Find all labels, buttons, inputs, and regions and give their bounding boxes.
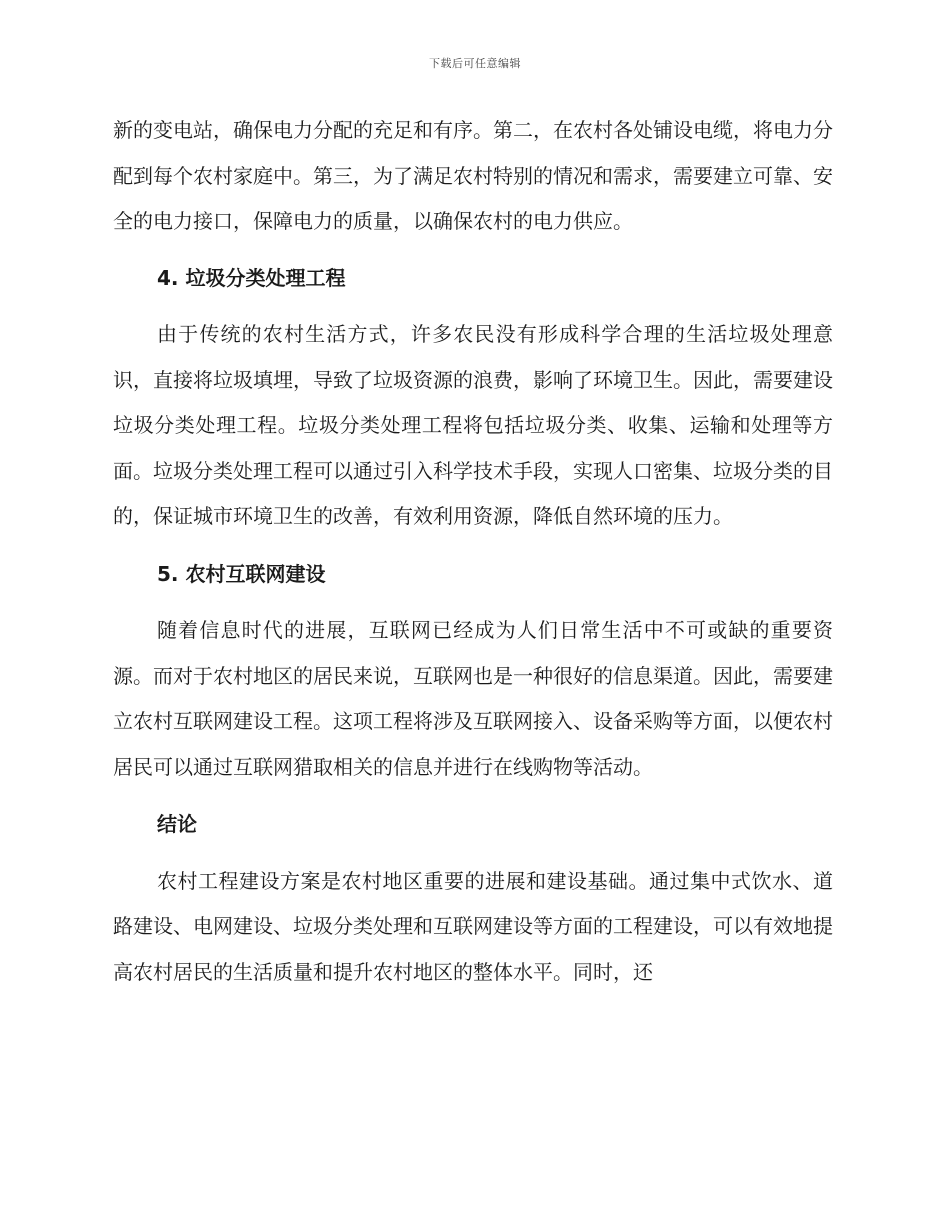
intro-paragraph: 新的变电站，确保电力分配的充足和有序。第二，在农村各处铺设电缆，将电力分配到每个农村家庭中。第三，为了满足农村特别的情况和需求，需要建立可靠、安全的电力接口，保障电力的质量，以确保农村的电力供应。: [113, 118, 833, 233]
section-5-paragraph: 随着信息时代的进展，互联网已经成为人们日常生活中不可或缺的重要资源。而对于农村地区的居民来说，互联网也是一种很好的信息渠道。因此，需要建立农村互联网建设工程。这项工程将涉及互联网接入、设备采购等方面，以便农村居民可以通过互联网猎取相关的信息并进行在线购物等活动。: [113, 618, 833, 779]
document-body: [113, 108, 833, 995]
section-5-heading: 5. 农村互联网建设: [157, 561, 326, 586]
conclusion-paragraph: 农村工程建设方案是农村地区重要的进展和建设基础。通过集中式饮水、道路建设、电网建设、垃圾分类处理和互联网建设等方面的工程建设，可以有效地提高农村居民的生活质量和提升农村地区的整体水平。同时，还: [113, 868, 833, 984]
section-4-paragraph: 由于传统的农村生活方式，许多农民没有形成科学合理的生活垃圾处理意识，直接将垃圾填埋，导致了垃圾资源的浪费，影响了环境卫生。因此，需要建设垃圾分类处理工程。垃圾分类处理工程将包括垃圾分类、收集、运输和处理等方面。垃圾分类处理工程可以通过引入科学技术手段，实现人口密集、垃圾分类的目的，保证城市环境卫生的改善，有效利用资源，降低自然环境的压力。: [113, 322, 833, 528]
conclusion-heading: 结论: [157, 812, 197, 836]
section-4-heading: 4. 垃圾分类处理工程: [157, 265, 346, 290]
header-note: 下载后可任意编辑: [429, 57, 521, 70]
